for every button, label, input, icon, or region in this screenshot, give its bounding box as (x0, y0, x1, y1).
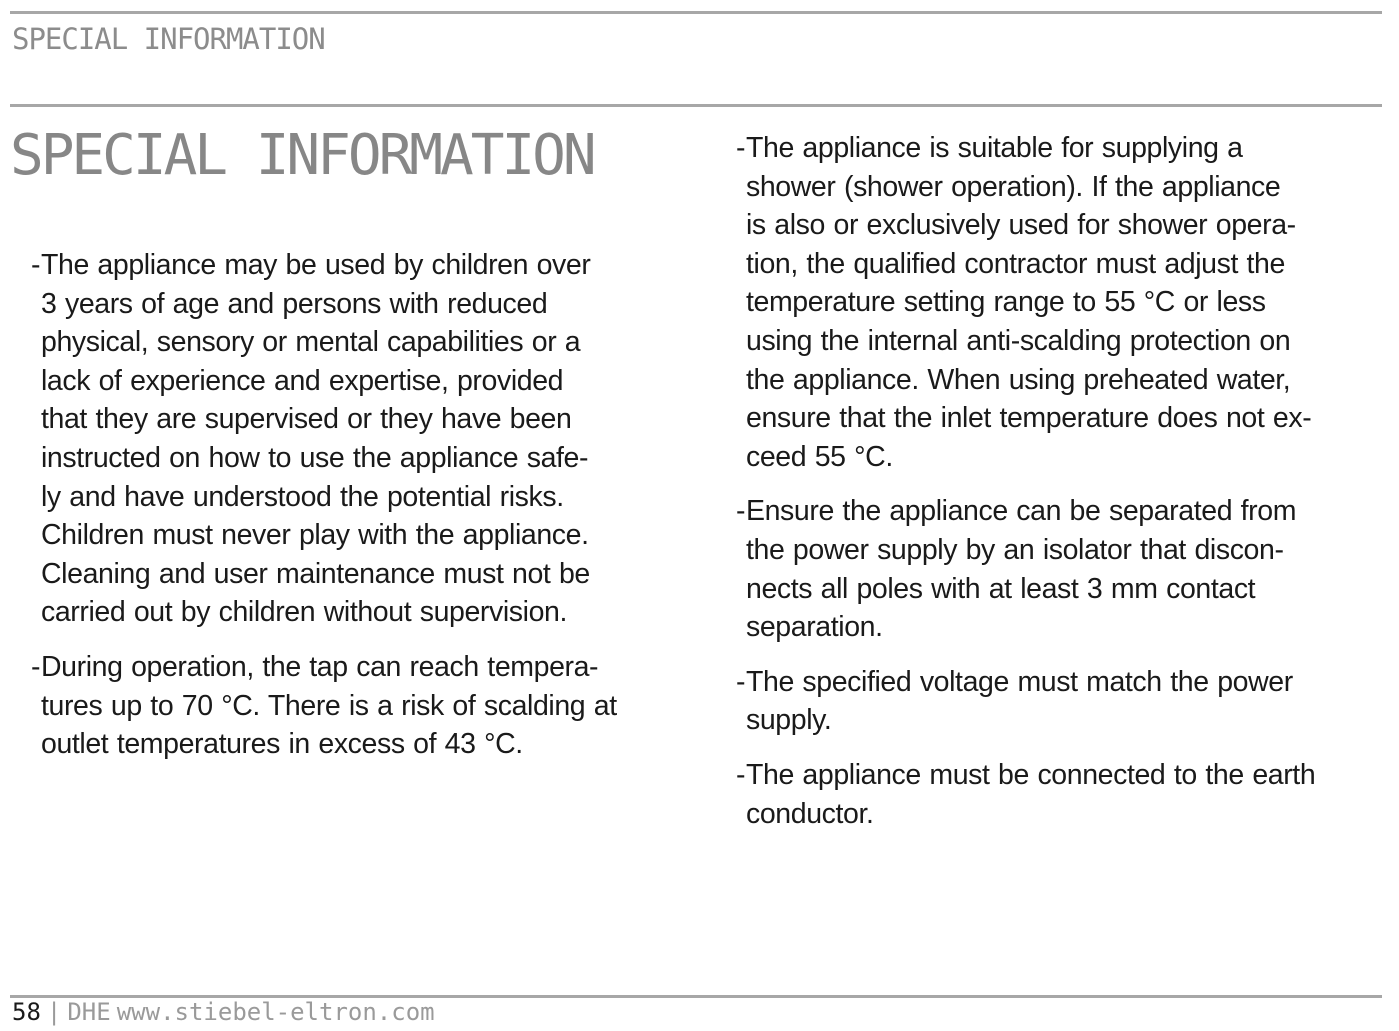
footer-separator: | (46, 998, 62, 1026)
bullet-children-supervision (31, 246, 691, 632)
bullet-earth-conductor (736, 756, 1396, 833)
header-top-rule (10, 11, 1382, 14)
bullet-dash: - (31, 249, 41, 281)
bullet-isolator (736, 492, 1396, 646)
bullet-text: The specified voltage must match the power supply. (746, 665, 1293, 737)
bullet-text: During operation, the tap can reach tempera- tures up to 70 °C. There is a risk of scalding at outlet temperatures in excess of 43 °C. (41, 650, 617, 761)
bullet-voltage (736, 663, 1396, 740)
doc-code: DHE (67, 998, 111, 1026)
bullet-dash: - (31, 650, 41, 683)
bullet-text: Ensure the appliance can be separated from the power supply by an isolator that discon- nects all poles with at least 3 mm contact separation. (746, 495, 1297, 644)
page-title: SPECIAL INFORMATION (10, 123, 594, 188)
bullet-dash: - (736, 495, 746, 528)
page-footer (12, 997, 435, 1027)
bullet-text: The appliance must be connected to the earth conductor. (746, 758, 1316, 830)
bullet-dash: - (736, 758, 746, 791)
bullet-dash: - (736, 665, 746, 698)
bullet-shower-operation (736, 129, 1396, 476)
right-column (736, 129, 1396, 849)
running-header: SPECIAL INFORMATION (12, 22, 325, 56)
bullet-dash: - (736, 132, 746, 164)
page-number: 58 (12, 998, 41, 1026)
bullet-text: The appliance may be used by children over 3 years of age and persons with reduced physical, sensory or mental capabilities or a lack of experience and expertise, provided that they are supervised or they have been instructed on how to use the appliance safe- ly and have understood the potential risks. Children must never play with the appliance. Cleaning and user maintenance must not be carried out by children without supervision. (41, 249, 591, 629)
bullet-tap-temperature (31, 648, 691, 764)
website-link[interactable]: www.stiebel-eltron.com (116, 998, 435, 1026)
left-column (31, 246, 691, 780)
bullet-text: The appliance is suitable for supplying a shower (shower operation). If the appliance is also or exclusively used for shower opera- tion, the qualified contractor must adjust the temperature setting range to 55 °C or less using the internal anti-scalding protection on the appliance. When using preheated water, ensure that the inlet temperature does not ex- ceed 55 °C. (746, 132, 1312, 473)
header-bottom-rule (10, 104, 1382, 107)
